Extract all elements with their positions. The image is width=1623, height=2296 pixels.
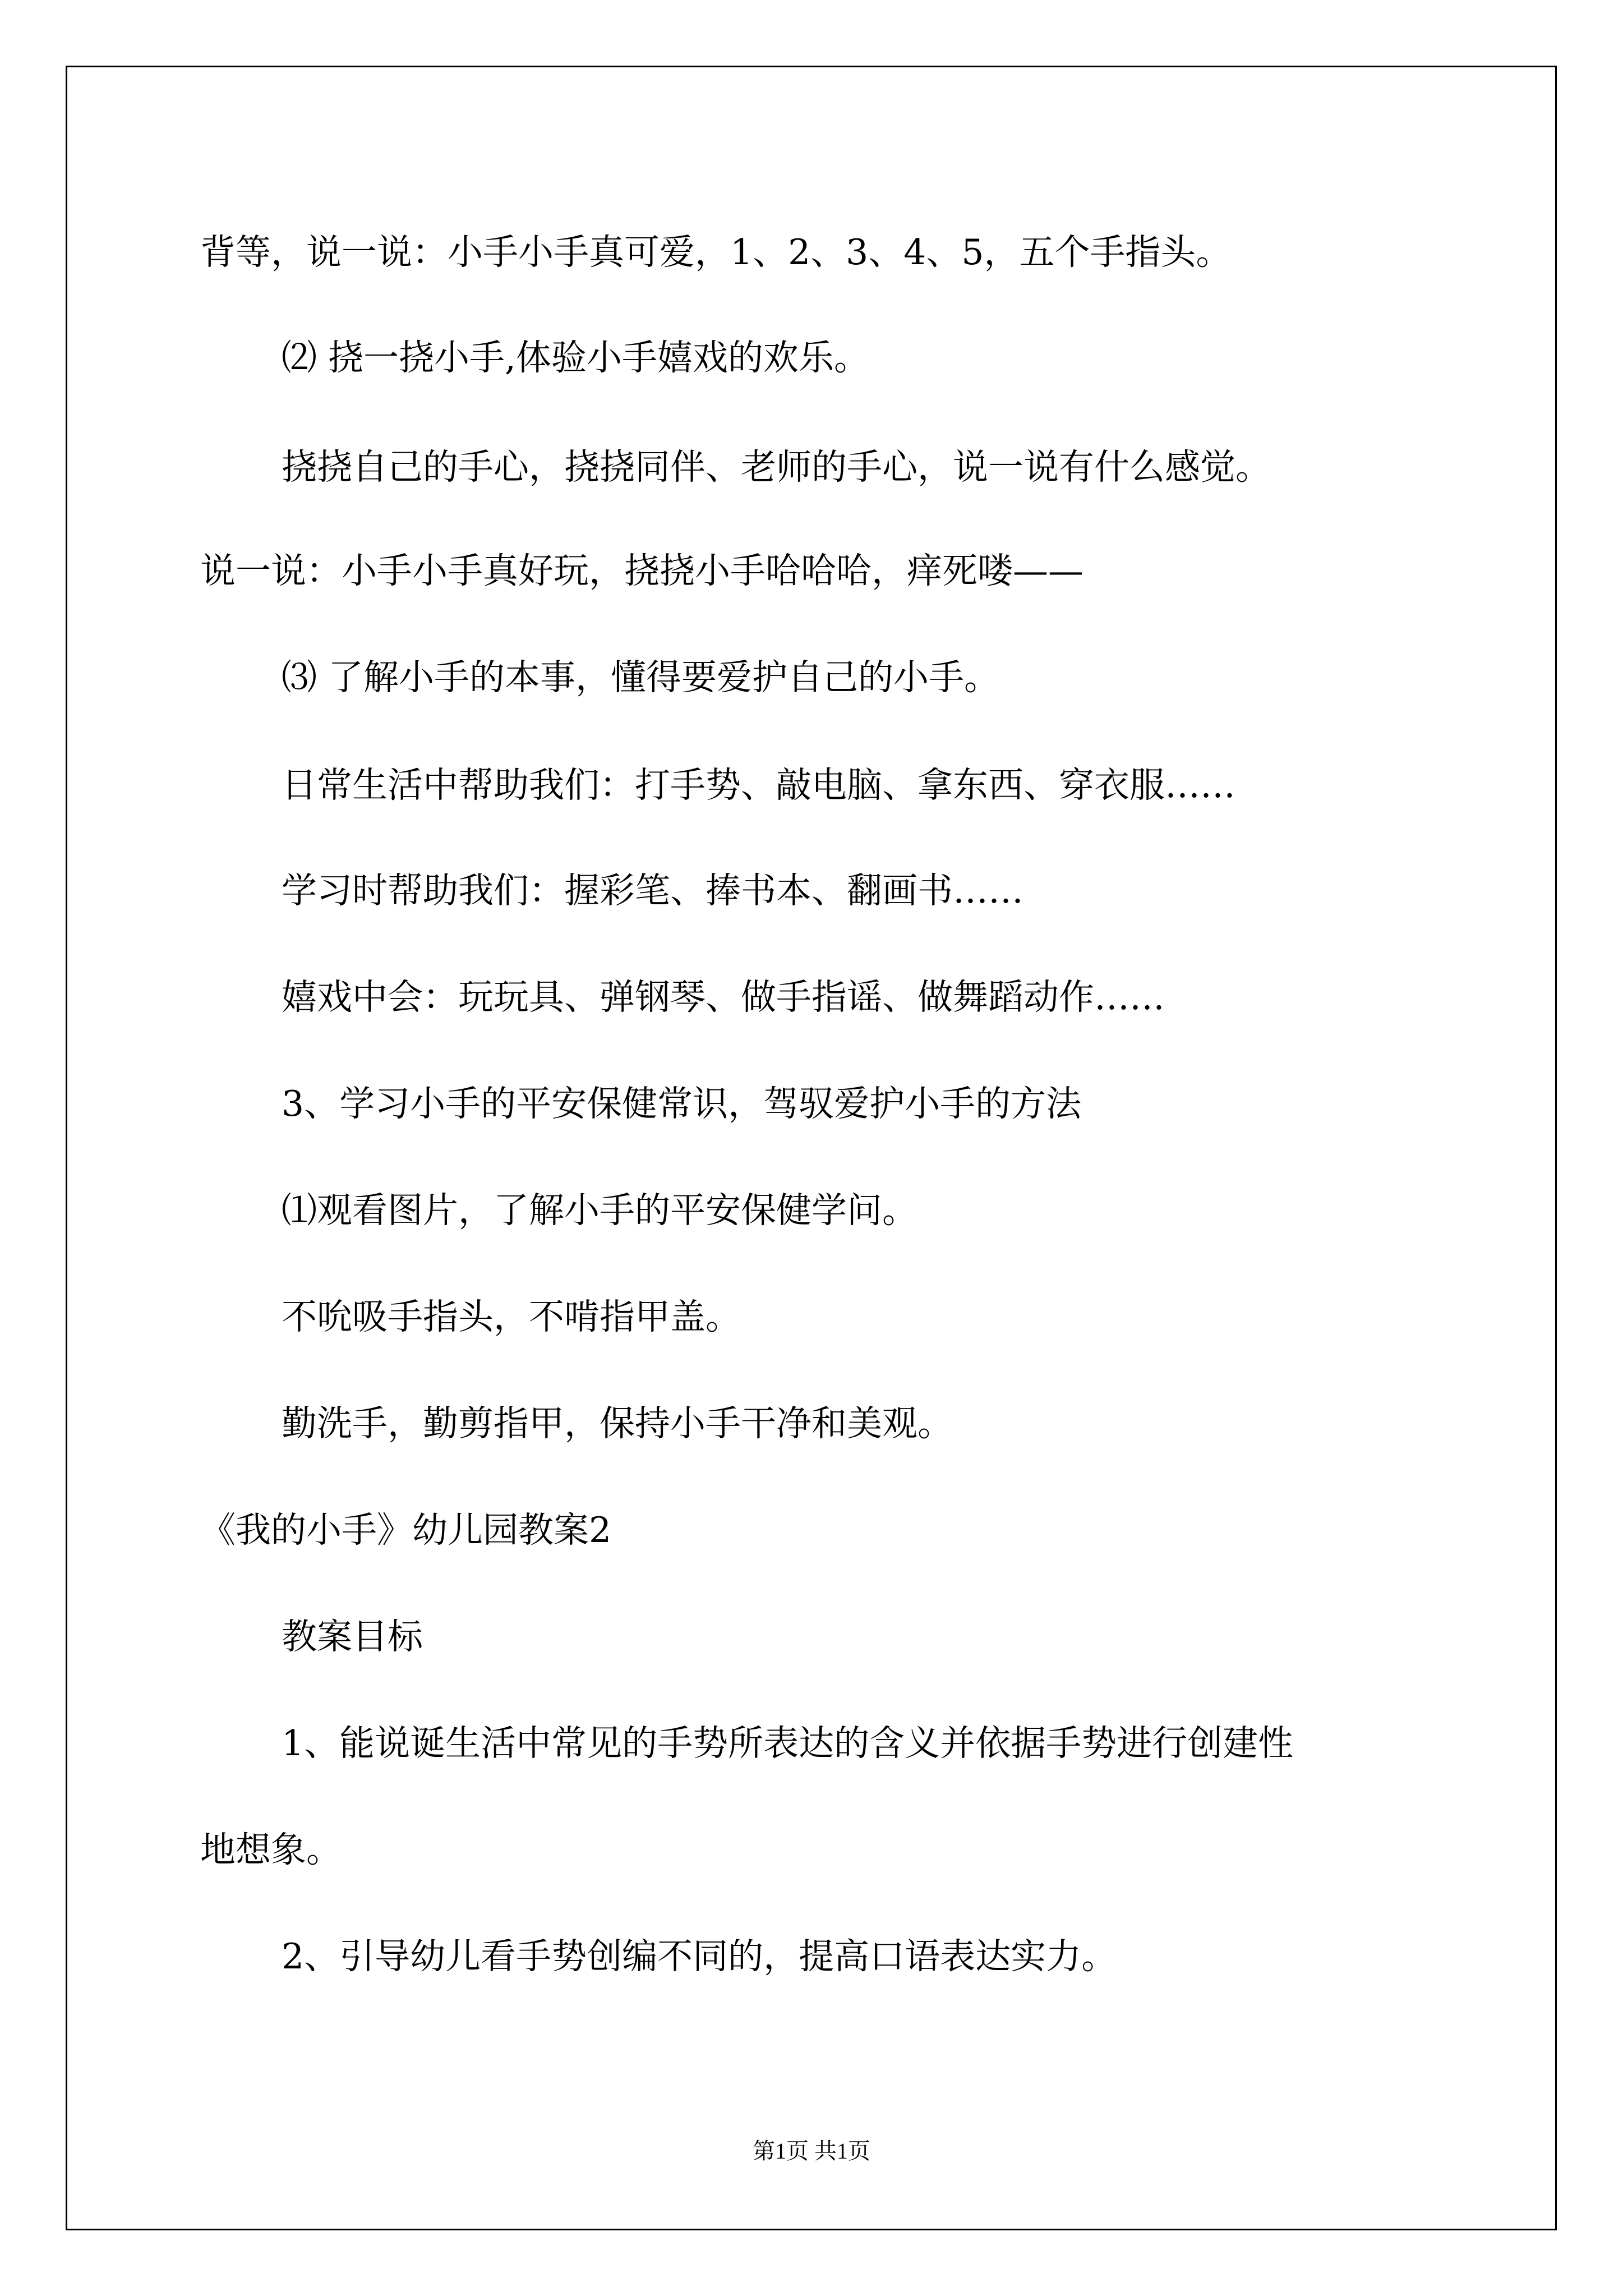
paragraph-3: 挠挠自己的手心，挠挠同伴、老师的手心，说一说有什么感觉。 <box>282 447 1271 487</box>
paragraph-7: 学习时帮助我们：握彩笔、捧书本、翻画书…… <box>282 870 1023 911</box>
paragraph-5: ⑶ 了解小手的本事，懂得要爱护自己的小手。 <box>282 657 1000 698</box>
paragraph-8: 嬉戏中会：玩玩具、弹钢琴、做手指谣、做舞蹈动作…… <box>282 977 1165 1018</box>
paragraph-10: ⑴观看图片，了解小手的平安保健学问。 <box>282 1190 917 1231</box>
section-heading: 《我的小手》幼儿园教案2 <box>200 1510 612 1550</box>
paragraph-1: 背等，说一说：小手小手真可爱，1、2、3、4、5，五个手指头。 <box>200 232 1232 273</box>
page-footer: 第1页 共1页 <box>753 2138 870 2164</box>
paragraph-6: 日常生活中帮助我们：打手势、敲电脑、拿东西、穿衣服…… <box>282 765 1235 806</box>
paragraph-4: 说一说：小手小手真好玩，挠挠小手哈哈哈，痒死喽—— <box>200 550 1083 591</box>
paragraph-12: 勤洗手，勤剪指甲，保持小手干净和美观。 <box>282 1403 953 1444</box>
paragraph-objectives: 教案目标 <box>282 1616 423 1657</box>
paragraph-2: ⑵ 挠一挠小手,体验小手嬉戏的欢乐。 <box>282 337 870 378</box>
paragraph-11: 不吮吸手指头，不啃指甲盖。 <box>282 1296 741 1337</box>
paragraph-14: 1、能说诞生活中常见的手势所表达的含义并依据手势进行创建性 <box>282 1723 1294 1764</box>
paragraph-9: 3、学习小手的平安保健常识，驾驭爱护小手的方法 <box>282 1083 1082 1124</box>
page-frame <box>66 66 1557 2230</box>
paragraph-16: 2、引导幼儿看手势创编不同的，提高口语表达实力。 <box>282 1936 1117 1977</box>
paragraph-15: 地想象。 <box>200 1829 342 1870</box>
